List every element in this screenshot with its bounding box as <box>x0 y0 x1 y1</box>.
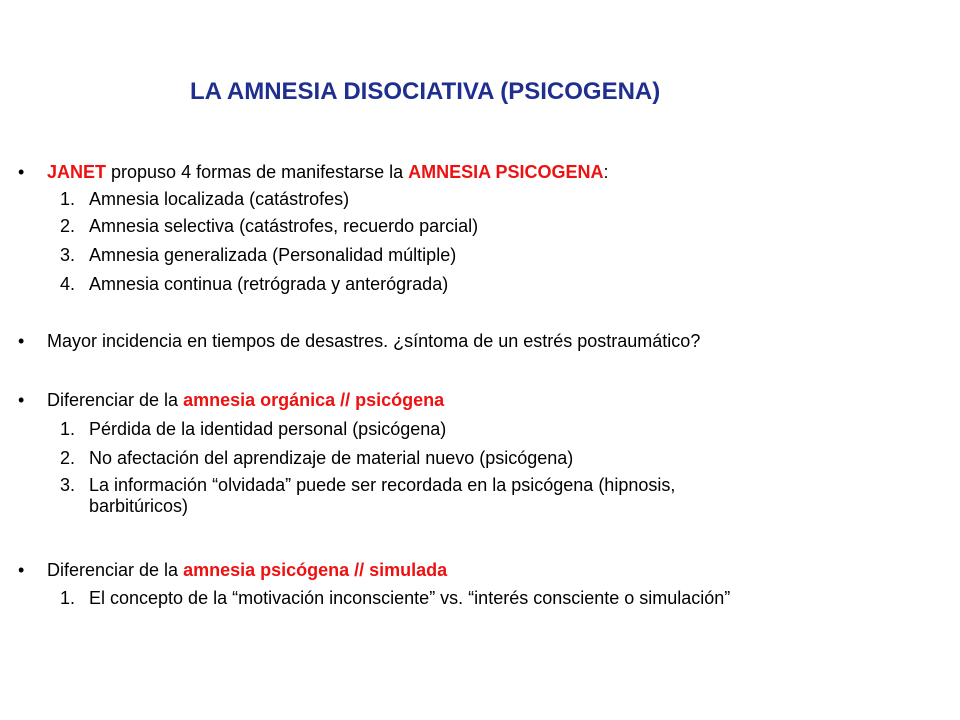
item-number: 2. <box>60 216 76 236</box>
bullet-end: : <box>603 162 609 182</box>
list-item <box>60 448 573 469</box>
item-text: El concepto de la “motivación inconsciente” vs. “interés consciente o simulación” <box>89 588 731 608</box>
item-number: 3. <box>60 475 76 495</box>
item-text: Amnesia generalizada (Personalidad múltiple) <box>89 245 457 265</box>
item-number: 1. <box>60 419 76 439</box>
item-text-continuation: barbitúricos) <box>89 496 189 516</box>
bullet-incidence <box>18 331 700 352</box>
bullet-text: Diferenciar de la <box>47 560 184 580</box>
amnesia-organica-term: amnesia orgánica // psicógena <box>183 390 445 410</box>
list-item <box>60 475 675 517</box>
amnesia-psicogena-term: AMNESIA PSICOGENA <box>408 162 604 182</box>
list-item <box>60 189 349 210</box>
list-item <box>60 588 730 609</box>
bullet-organica <box>18 390 444 411</box>
item-text: Amnesia localizada (catástrofes) <box>89 189 350 209</box>
bullet-dot: • <box>18 560 25 580</box>
item-number: 4. <box>60 274 76 294</box>
bullet-text: propuso 4 formas de manifestarse la <box>106 162 409 182</box>
list-item <box>60 216 478 237</box>
bullet-text: Mayor incidencia en tiempos de desastres. ¿síntoma de un estrés postraumático? <box>47 331 701 351</box>
bullet-dot: • <box>18 162 25 182</box>
amnesia-simulada-term: amnesia psicógena // simulada <box>183 560 448 580</box>
janet-name: JANET <box>47 162 107 182</box>
slide-title: LA AMNESIA DISOCIATIVA (PSICOGENA) <box>190 78 661 105</box>
item-number: 1. <box>60 588 76 608</box>
bullet-janet <box>18 162 609 183</box>
list-item <box>60 245 456 266</box>
bullet-dot: • <box>18 331 25 351</box>
item-text: Pérdida de la identidad personal (psicógena) <box>89 419 447 439</box>
item-text: Amnesia selectiva (catástrofes, recuerdo parcial) <box>89 216 479 236</box>
item-text: Amnesia continua (retrógrada y anterógrada) <box>89 274 449 294</box>
bullet-simulada <box>18 560 447 581</box>
item-number: 1. <box>60 189 76 209</box>
item-number: 2. <box>60 448 76 468</box>
item-text: No afectación del aprendizaje de material nuevo (psicógena) <box>89 448 574 468</box>
bullet-text: Diferenciar de la <box>47 390 184 410</box>
list-item <box>60 274 448 295</box>
bullet-dot: • <box>18 390 25 410</box>
list-item <box>60 419 446 440</box>
item-text: La información “olvidada” puede ser recordada en la psicógena (hipnosis, <box>89 475 676 495</box>
item-number: 3. <box>60 245 76 265</box>
